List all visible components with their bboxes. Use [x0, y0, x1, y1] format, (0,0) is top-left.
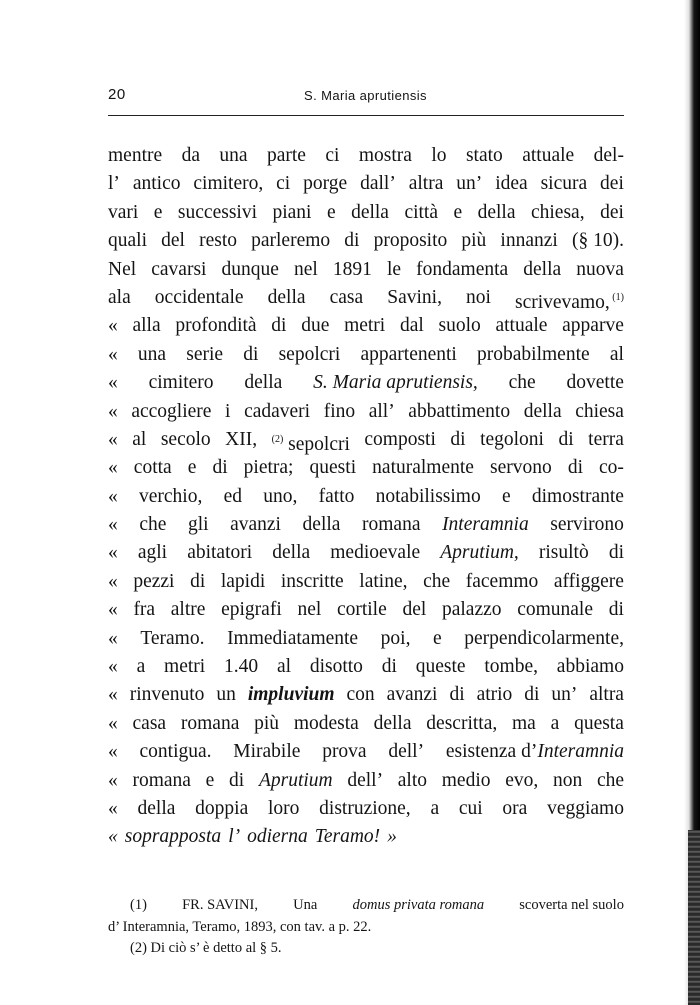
text-line: « cimitero della S. Maria aprutiensis, che dovette: [108, 372, 624, 394]
footnote-ref-2: (2): [271, 433, 284, 445]
running-title: S. Maria aprutiensis: [304, 88, 427, 103]
text-line: « casa romana più modesta della descritta, ma a questa: [108, 712, 624, 734]
footnotes: [108, 895, 624, 960]
text-line: « rinvenuto un impluvium con avanzi di atrio di un’ altra: [108, 684, 624, 706]
text-line: « una serie di sepolcri appartenenti probabilmente al: [108, 343, 624, 365]
text-line: « accogliere i cadaveri fino all’ abbattimento della chiesa: [108, 400, 624, 422]
text-line: quali del resto parleremo di proposito più innanzi (§ 10).: [108, 230, 624, 252]
header-rule: [108, 115, 624, 116]
text-line: « a metri 1.40 al disotto di queste tombe, abbiamo: [108, 656, 624, 678]
text-line: « agli abitatori della medioevale Aprutium, risultò di: [108, 542, 624, 564]
page-header: [108, 86, 623, 110]
footnote-ref-1: (1): [609, 291, 624, 303]
text-line: vari e successivi piani e della città e della chiesa, dei: [108, 201, 624, 223]
text-line: ala occidentale della casa Savini, noi scrivevamo, $^{(1)}$: [108, 286, 624, 313]
text-line: « al secolo XII, $^{(2)}$ sepolcri composti di tegoloni di terra: [108, 428, 624, 455]
text-line: « cotta e di pietra; questi naturalmente servono di co-: [108, 457, 624, 479]
text-line: « che gli avanzi della romana Interamnia servirono: [108, 514, 624, 536]
main-text: [108, 142, 624, 852]
text-line: « fra altre epigrafi nel cortile del palazzo comunale di: [108, 599, 624, 621]
text-line: « soprapposta l’ odierna Teramo! »: [108, 826, 397, 848]
text-line: « Teramo. Immediatamente poi, e perpendicolarmente,: [108, 627, 624, 649]
text-line: « romana e di Aprutium dell’ alto medio evo, non che: [108, 769, 624, 791]
text-line: l’ antico cimitero, ci porge dall’ altra un’ idea sicura dei: [108, 173, 624, 195]
footnote-2: (2) Di ciò s’ è detto al § 5.: [130, 940, 282, 956]
text-line: mentre da una parte ci mostra lo stato attuale del-: [108, 145, 624, 166]
footnote-1: (1) FR. SAVINI, Una domus privata romana scoverta nel suolo: [130, 897, 624, 913]
text-line: « pezzi di lapidi inscritte latine, che facemmo affiggere: [108, 570, 624, 592]
book-binding-edge: [684, 0, 700, 1005]
page-number: 20: [108, 86, 126, 103]
text-line: Nel cavarsi dunque nel 1891 le fondamenta della nuova: [108, 258, 624, 280]
text-line: « contigua. Mirabile prova dell’ esistenza d’Interamnia: [108, 741, 624, 763]
text-line: « verchio, ed uno, fatto notabilissimo e dimostrante: [108, 485, 624, 507]
text-line: « alla profondità di due metri dal suolo attuale apparve: [108, 315, 624, 337]
text-line: « della doppia loro distruzione, a cui ora veggiamo: [108, 797, 624, 819]
footnote-1-continuation: d’ Interamnia, Teramo, 1893, con tav. a p. 22.: [108, 918, 372, 935]
